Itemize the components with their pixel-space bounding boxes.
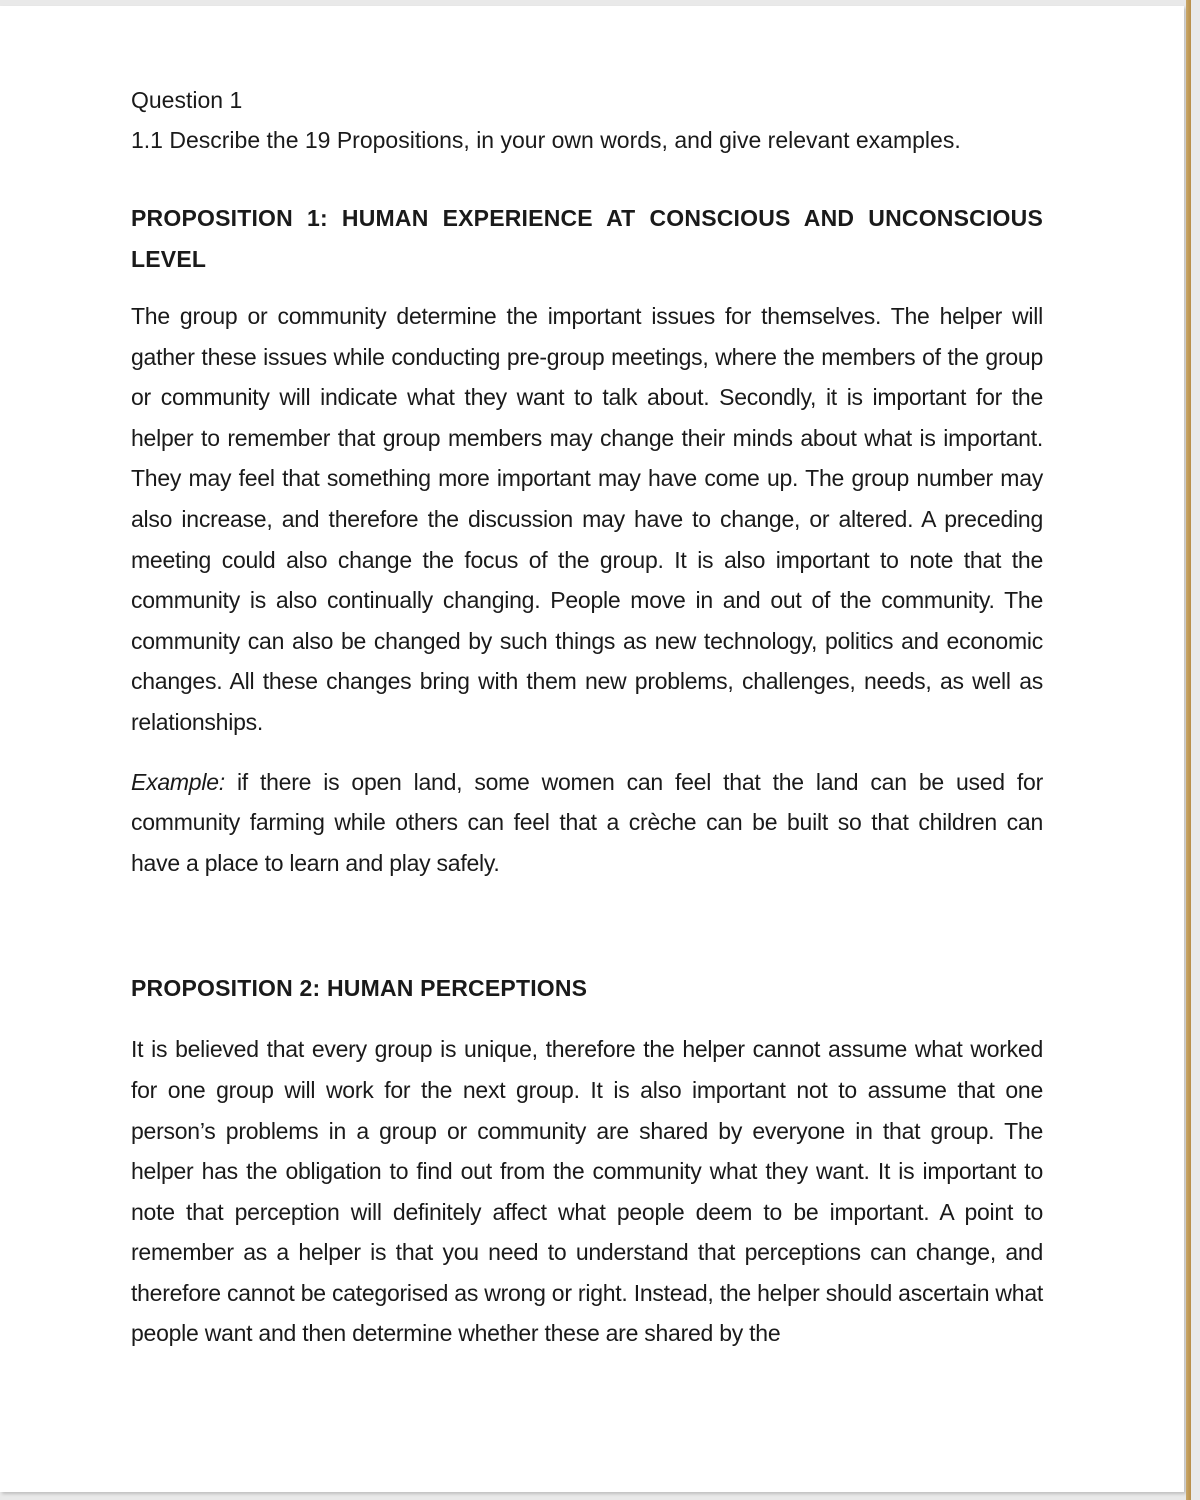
question-title: Question 1 [131,87,243,113]
proposition-2-heading: PROPOSITION 2: HUMAN PERCEPTIONS [131,975,588,1002]
proposition-1-example [131,762,1043,884]
question-text: 1.1 Describe the 19 Propositions, in your own words, and give relevant examples. [131,127,961,153]
example-text: if there is open land, some women can feel that the land can be used for community farming while others can feel that a crèche can be built so that children can have a place to learn and play safely. [131,768,1043,876]
document-content [131,80,1043,1354]
proposition-1-body: The group or community determine the important issues for themselves. The helper will gather these issues while conducting pre-group meetings, where the members of the group or community will indicate what they want to talk about. Secondly, it is important for the helper to remember that group members may change their minds about what is important. They may feel that something more important may have come up. The group number may also increase, and therefore the discussion may have to change, or altered. A preceding meeting could also change the focus of the group. It is also important to note that the community is also continually changing. People move in and out of the community. The community can also be changed by such things as new technology, politics and economic changes. All these changes bring with them new problems, challenges, needs, as well as relationships. [131,303,1043,735]
proposition-1-heading: PROPOSITION 1: HUMAN EXPERIENCE AT CONSCIOUS AND UNCONSCIOUS LEVEL [131,205,1043,272]
page-edge [1186,0,1191,1500]
proposition-2-body: It is believed that every group is unique, therefore the helper cannot assume what worked for one group will work for the next group. It is also important not to assume that one person’s problems in a group or community are shared by everyone in that group. The helper has the obligation to find out from the community what they want. It is important to note that perception will definitely affect what people deem to be important. A point to remember as a helper is that you need to understand that perceptions can change, and therefore cannot be categorised as wrong or right. Instead, the helper should ascertain what people want and then determine whether these are shared by the [131,1036,1043,1347]
example-label: Example: [131,768,225,795]
document-page [0,6,1184,1492]
